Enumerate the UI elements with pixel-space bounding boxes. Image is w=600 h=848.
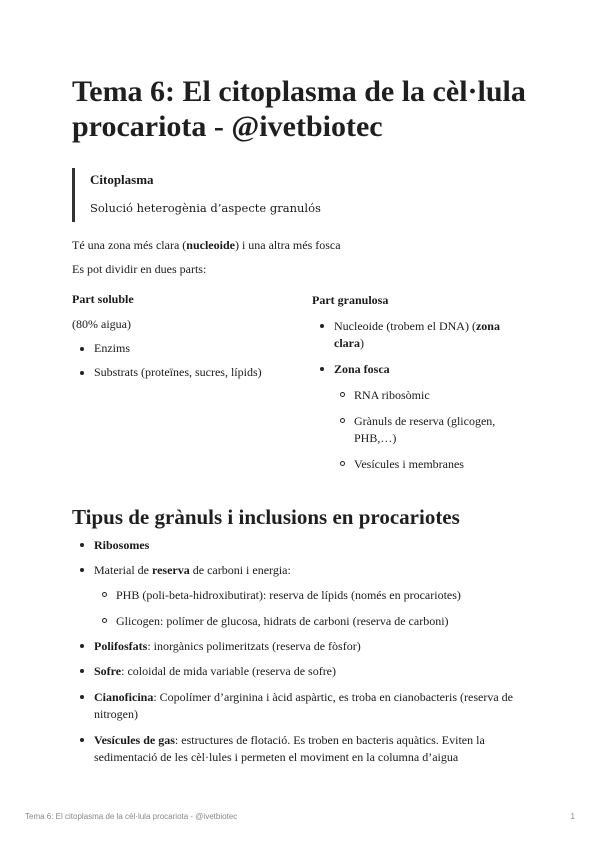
column-soluble bbox=[72, 292, 292, 380]
list-item: Substrats (proteïnes, sucres, lípids) bbox=[94, 365, 292, 380]
list-item: Sofre: coloidal de mida variable (reserva de sofre) bbox=[94, 664, 337, 678]
column-soluble-sub: (80% aigua) bbox=[72, 317, 131, 331]
column-granulosa bbox=[312, 292, 512, 473]
intro-line-1: Té una zona més clara (nucleoide) i una altra més fosca bbox=[72, 238, 341, 252]
list-item: Cianoficina: Copolímer d’arginina i àcid aspàrtic, es troba en cianobacteris (reserva de nitrogen) bbox=[94, 689, 534, 723]
granulosa-list bbox=[312, 318, 512, 473]
list-item: Material de reserva de carboni i energia: bbox=[94, 563, 291, 577]
sublist-item: Glicogen: polímer de glucosa, hidrats de carboni (reserva de carboni) bbox=[116, 614, 449, 628]
footer-text: Tema 6: El citoplasma de la cèl·lula procariota - @ivetbiotec bbox=[25, 812, 238, 821]
list-item: Enzims bbox=[94, 341, 292, 356]
page-title: Tema 6: El citoplasma de la cèl·lula procariota - @ivetbiotec bbox=[72, 75, 526, 143]
list-item: Nucleoide (trobem el DNA) (zona clara) bbox=[334, 318, 512, 352]
column-granulosa-heading: Part granulosa bbox=[312, 293, 389, 307]
list-item: Zona fosca RNA ribosòmic Grànuls de reserva (glicogen, PHB,…) Vesícules i membranes bbox=[334, 361, 512, 473]
nucleoide-term: nucleoide bbox=[186, 238, 235, 252]
section-heading: Tipus de grànuls i inclusions en procariotes bbox=[72, 505, 460, 529]
sublist-item: Grànuls de reserva (glicogen, PHB,…) bbox=[354, 413, 504, 447]
soluble-list bbox=[72, 341, 292, 380]
column-soluble-heading: Part soluble bbox=[72, 292, 134, 306]
list-item: Vesícules de gas: estructures de flotació. Es troben en bacteris aquàtics. Eviten la sedimentació de les cèl·lules i permeten el moviment en la columna d’aigua bbox=[94, 732, 534, 766]
page-number: 1 bbox=[570, 812, 575, 821]
sublist-item: Vesícules i membranes bbox=[354, 456, 504, 473]
callout-text: Solució heterogènia d’aspecte granulós bbox=[90, 201, 321, 215]
intro-line-2: Es pot dividir en dues parts: bbox=[72, 262, 207, 276]
page-footer bbox=[25, 812, 575, 821]
list-item: Polifosfats: inorgànics polimeritzats (reserva de fòsfor) bbox=[94, 639, 361, 653]
callout-title: Citoplasma bbox=[90, 172, 154, 187]
sublist-item: RNA ribosòmic bbox=[354, 387, 504, 404]
granulosa-sublist bbox=[334, 387, 504, 473]
sublist-item: PHB (poli-beta-hidroxibutirat): reserva de lípids (només en procariotes) bbox=[116, 588, 461, 602]
callout-box bbox=[72, 168, 321, 222]
list-item: Ribosomes bbox=[94, 538, 150, 552]
